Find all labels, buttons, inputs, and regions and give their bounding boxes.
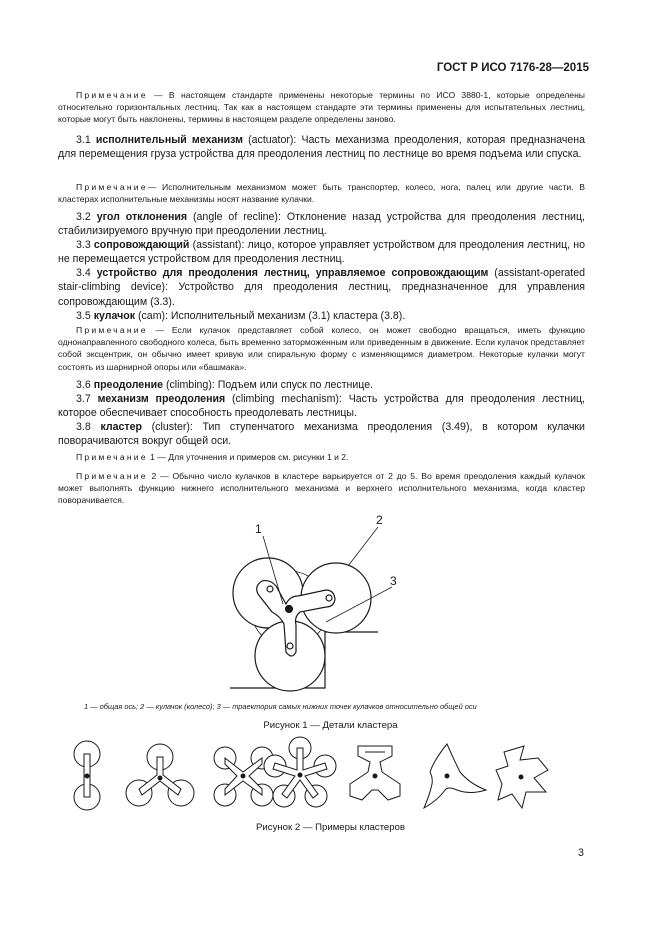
term-number: 3.8 — [76, 421, 91, 434]
term-name: угол отклонения — [96, 211, 188, 223]
cluster-example-feet — [350, 746, 400, 800]
page-number: 3 — [578, 847, 584, 859]
figure-1-caption: Рисунок 1 — Детали кластера — [263, 720, 398, 731]
note-label: Примечание — [76, 471, 148, 481]
callout-1: 1 — [255, 522, 262, 536]
term-number: 3.7 — [76, 393, 91, 406]
term-definition: (cam): Исполнительный механизм (3.1) кластера (3.8). — [135, 309, 406, 322]
callout-2: 2 — [376, 513, 383, 527]
callout-3: 3 — [390, 574, 397, 588]
figure-1-legend: 1 — общая ось; 2 — кулачок (колесо); 3 — траектория самых нижних точек кулачков относительно общей оси — [84, 702, 477, 711]
term-number: 3.4 — [76, 267, 91, 280]
term-number: 3.5 — [76, 309, 91, 322]
note-label: Примечание — [76, 452, 148, 462]
figure-2-caption: Рисунок 2 — Примеры кластеров — [256, 822, 405, 833]
term-definition: (climbing mechanism): Часть устройства для преодоления лестниц, которое обеспечивает способность преодолевать лестницы. — [58, 393, 585, 420]
term-name: механизм преодоления — [97, 393, 226, 406]
cluster-example-5-cams — [264, 737, 336, 807]
cluster-example-curved — [424, 744, 486, 808]
term-number: 3.2 — [76, 211, 91, 223]
note-text: — В настоящем стандарте применены некоторые термины по ИСО 3880-1, которые определены относительно горизонтальных лестниц. Так как в настоящем стандарте эти термины применены для испытательных лестниц, которые могут быть наклонены, термины в настоящем разделе определены заново. — [58, 90, 585, 125]
note-label: Примечание — [76, 325, 148, 335]
cluster-example-4-cams — [214, 747, 273, 806]
note-label: Примечание — [76, 182, 148, 192]
term-definition: (climbing): Подъем или спуск по лестнице. — [163, 379, 374, 391]
cluster-example-star — [496, 746, 548, 808]
term-number: 3.1 — [76, 134, 91, 146]
term-name: кулачок — [93, 309, 136, 322]
note-text: 2 — Обычно число кулачков в кластере варьируется от 2 до 5. Во время преодоления каждый кулачок может выполнять функцию нижнего исполнительного механизма и верхнего исполнительного механизма, когда кластер поворачивается. — [58, 471, 585, 506]
term-name: исполнительный механизм — [95, 134, 243, 146]
document-code: ГОСТ Р ИСО 7176-28—2015 — [436, 62, 589, 74]
term-name: кластер — [100, 421, 142, 434]
term-definition: (assistant-operated stair-climbing device): Устройство для преодоления лестниц, предназначенное для управления сопровождающим (3.3). — [58, 267, 585, 308]
term-definition: (actuator): Часть механизма преодоления, которая предназначена для перемещения груза устройства для преодоления лестниц по лестнице во время подъема или спуска. — [58, 134, 586, 161]
note-text: — Исполнительным механизмом может быть транспортер, колесо, нога, палец или другие части. В кластерах исполнительные механизмы носят название кулачки. — [58, 182, 585, 205]
term-name: преодоление — [93, 379, 163, 391]
term-number: 3.3 — [76, 239, 91, 252]
note-text: 1 — Для уточнения и примеров см. рисунки 1 и 2. — [147, 452, 349, 462]
term-name: сопровождающий — [93, 239, 190, 252]
cluster-example-3-cams — [126, 744, 194, 806]
note-label: Примечание — [76, 90, 148, 100]
term-definition: (angle of recline): Отклонение назад устройства для преодоления лестниц, стабилизируемого вручную при преодолении лестниц. — [58, 211, 585, 238]
cluster-example-2-cams — [74, 741, 100, 810]
note-text: — Если кулачок представляет собой колесо, он может свободно вращаться, иметь функцию однонаправленного свободного колеса, быть временно заторможенным или приведенным в движение. Если кулачок представляет собой эксцентрик, он обычно имеет кривую или спиральную форму с изменяющимся диаметром. Некоторые кулачки могут состоять из шарнирной опоры или «башмака». — [58, 325, 585, 372]
term-name: устройство для преодоления лестниц, управляемое сопровождающим — [96, 267, 489, 280]
term-definition: (assistant): лицо, которое управляет устройством для преодоления лестниц, но не перемещается устройством для преодоления лестниц. — [58, 239, 585, 266]
term-number: 3.6 — [76, 379, 91, 391]
term-definition: (cluster): Тип ступенчатого механизма преодоления (3.49), в котором кулачки поворачиваются вокруг общей оси. — [58, 421, 585, 448]
